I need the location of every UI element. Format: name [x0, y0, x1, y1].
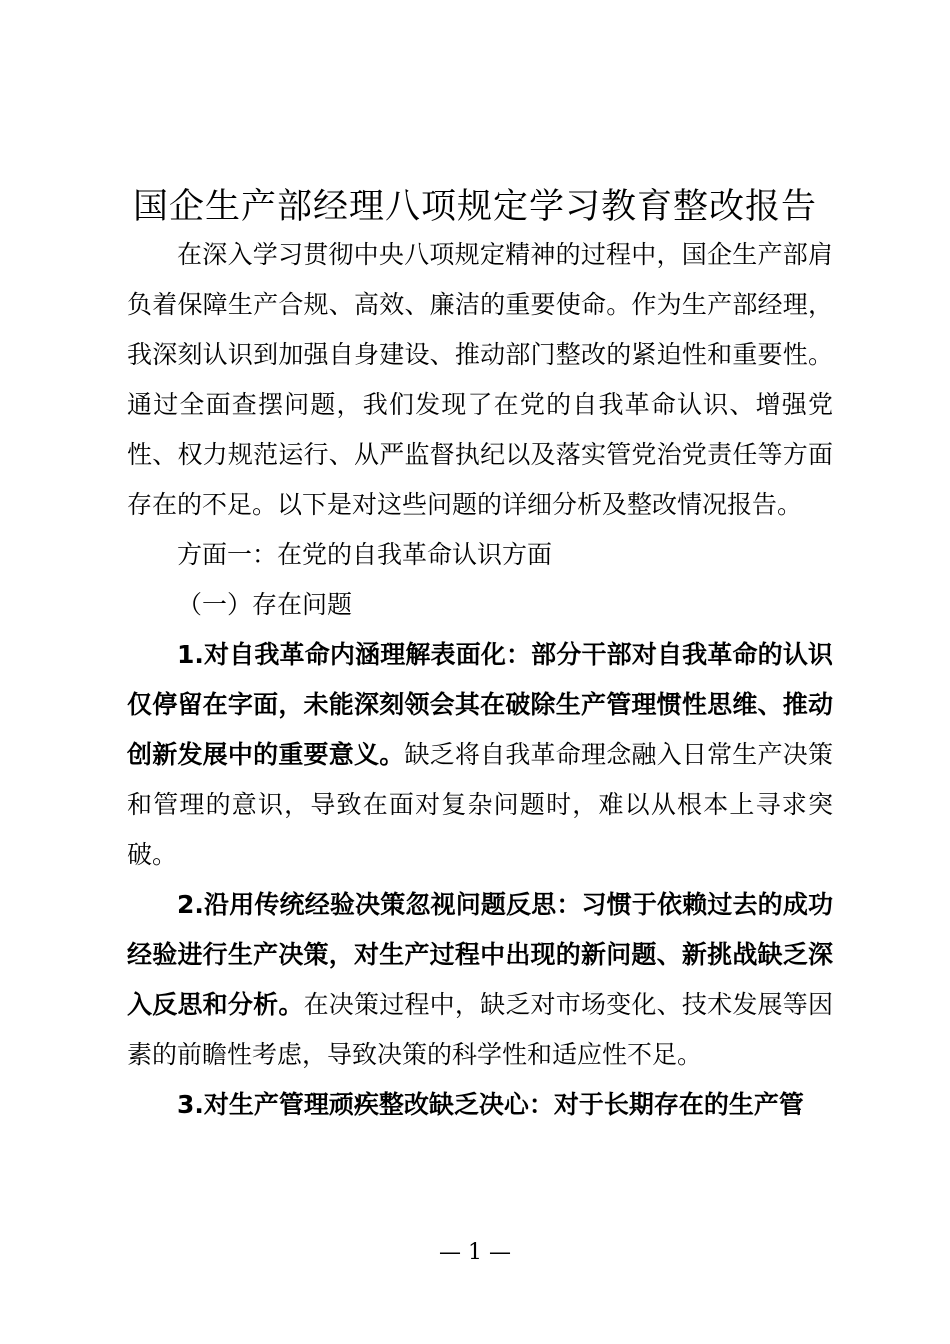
list-item-bold-lead: 2.沿用传统经验决策忽视问题反思：习惯于依赖过去的成功经验进行生产决策，对生产过程中出现的新问题、新挑战缺乏深入反思和分析。	[127, 890, 833, 1019]
list-item	[127, 630, 833, 880]
list-item-bold-lead: 1.对自我革命内涵理解表面化：部分干部对自我革命的认识仅停留在字面，未能深刻领会其在破除生产管理惯性思维、推动创新发展中的重要意义。	[127, 640, 833, 769]
list-item-text: 缺乏将自我革命理念融入日常生产决策和管理的意识，导致在面对复杂问题时，难以从根本上寻求突破。	[127, 740, 833, 869]
list-item	[127, 880, 833, 1080]
document-title: 国企生产部经理八项规定学习教育整改报告	[132, 187, 817, 227]
sub-heading: （一）存在问题	[177, 590, 353, 619]
list-item-text: 在决策过程中，缺乏对市场变化、技术发展等因素的前瞻性考虑，导致决策的科学性和适应性不足。	[127, 990, 833, 1069]
page-number: — 1 —	[439, 1240, 511, 1265]
intro-paragraph: 在深入学习贯彻中央八项规定精神的过程中，国企生产部肩负着保障生产合规、高效、廉洁的重要使命。作为生产部经理，我深刻认识到加强自身建设、推动部门整改的紧迫性和重要性。通过全面查摆问题，我们发现了在党的自我革命认识、增强党性、权力规范运行、从严监督执纪以及落实管党治党责任等方面存在的不足。以下是对这些问题的详细分析及整改情况报告。	[127, 240, 833, 519]
document-body	[127, 230, 833, 1130]
list-item-bold-lead: 3.对生产管理顽疾整改缺乏决心：对于长期存在的生产管	[177, 1090, 804, 1119]
list-item	[127, 1080, 833, 1130]
aspect-heading: 方面一：在党的自我革命认识方面	[177, 540, 553, 569]
